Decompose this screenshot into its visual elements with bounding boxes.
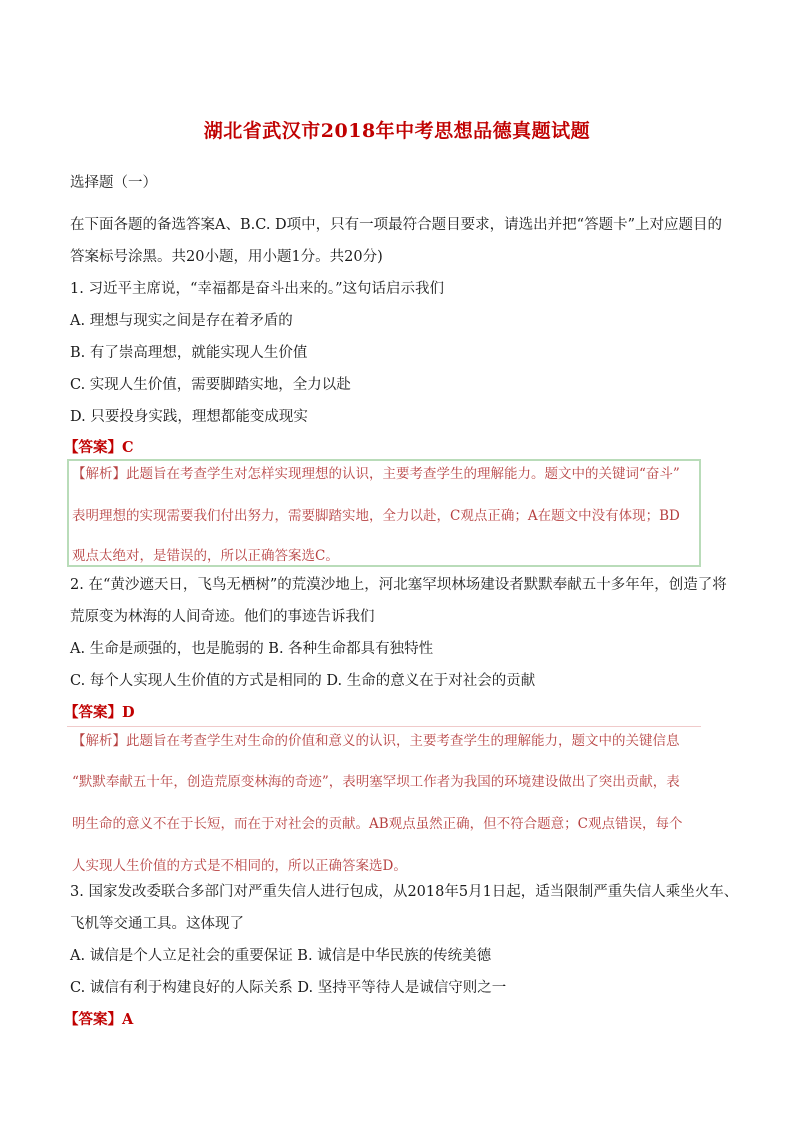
- q1-option-a: A. 理想与现实之间是存在着矛盾的: [70, 313, 293, 329]
- q2-analysis-line-3: 明生命的意义不在于长短，而在于对社会的贡献。AB观点虽然正确，但不符合题意；C观点错误，每个: [72, 816, 683, 832]
- instructions-line-1: 在下面各题的备选答案A、B.C. D项中，只有一项最符合题目要求，请选出并把“答题卡”上对应题目的: [70, 217, 722, 233]
- q3-answer: 【答案】A: [64, 1011, 134, 1028]
- q2-analysis-divider: [67, 726, 701, 727]
- q1-stem: 1. 习近平主席说，“幸福都是奋斗出来的。”这句话启示我们: [70, 281, 445, 297]
- q1-option-c: C. 实现人生价值，需要脚踏实地，全力以赴: [70, 377, 351, 393]
- q1-option-b: B. 有了崇高理想，就能实现人生价值: [70, 345, 308, 361]
- q1-option-d: D. 只要投身实践，理想都能变成现实: [70, 409, 308, 425]
- q2-options-cd: C. 每个人实现人生价值的方式是相同的 D. 生命的意义在于对社会的贡献: [70, 673, 536, 689]
- q2-analysis-line-1: 【解析】此题旨在考查学生对生命的价值和意义的认识，主要考查学生的理解能力，题文中的关键信息: [72, 733, 680, 749]
- q1-analysis-line-3: 观点太绝对，是错误的，所以正确答案选C。: [72, 548, 339, 564]
- q3-stem-line-2: 飞机等交通工具。这体现了: [70, 916, 244, 932]
- section-heading: 选择题（一）: [70, 175, 157, 191]
- q3-options-cd: C. 诚信有利于构建良好的人际关系 D. 坚持平等待人是诚信守则之一: [70, 980, 507, 996]
- q1-analysis-line-1: 【解析】此题旨在考查学生对怎样实现理想的认识，主要考查学生的理解能力。题文中的关键词“奋斗”: [72, 466, 680, 482]
- q1-analysis-line-2: 表明理想的实现需要我们付出努力，需要脚踏实地，全力以赴，C观点正确；A在题文中没有体现；BD: [72, 508, 680, 524]
- q3-stem-line-1: 3. 国家发改委联合多部门对严重失信人进行包成，从2018年5月1日起，适当限制严重失信人乘坐火车、: [70, 884, 739, 900]
- q2-analysis-line-2: “默默奉献五十年，创造荒原变林海的奇迹”，表明塞罕坝工作者为我国的环境建设做出了突出贡献，表: [72, 774, 680, 790]
- q2-stem-line-2: 荒原变为林海的人间奇迹。他们的事迹告诉我们: [70, 609, 375, 625]
- page-title: 湖北省武汉市2018年中考思想品德真题试题: [203, 120, 591, 142]
- q2-analysis-line-4: 人实现人生价值的方式是不相同的，所以正确答案选D。: [72, 858, 407, 874]
- instructions-line-2: 答案标号涂黑。共20小题，用小题1分。共20分): [70, 249, 383, 265]
- q3-options-ab: A. 诚信是个人立足社会的重要保证 B. 诚信是中华民族的传统美德: [70, 948, 492, 964]
- q2-options-ab: A. 生命是顽强的，也是脆弱的 B. 各种生命都具有独特性: [70, 641, 434, 657]
- q2-answer: 【答案】D: [64, 704, 135, 721]
- q2-stem-line-1: 2. 在“黄沙遮天日，飞鸟无栖树”的荒漠沙地上，河北塞罕坝林场建设者默默奉献五十多年年，创造了将: [70, 577, 727, 593]
- q1-answer: 【答案】C: [64, 439, 134, 456]
